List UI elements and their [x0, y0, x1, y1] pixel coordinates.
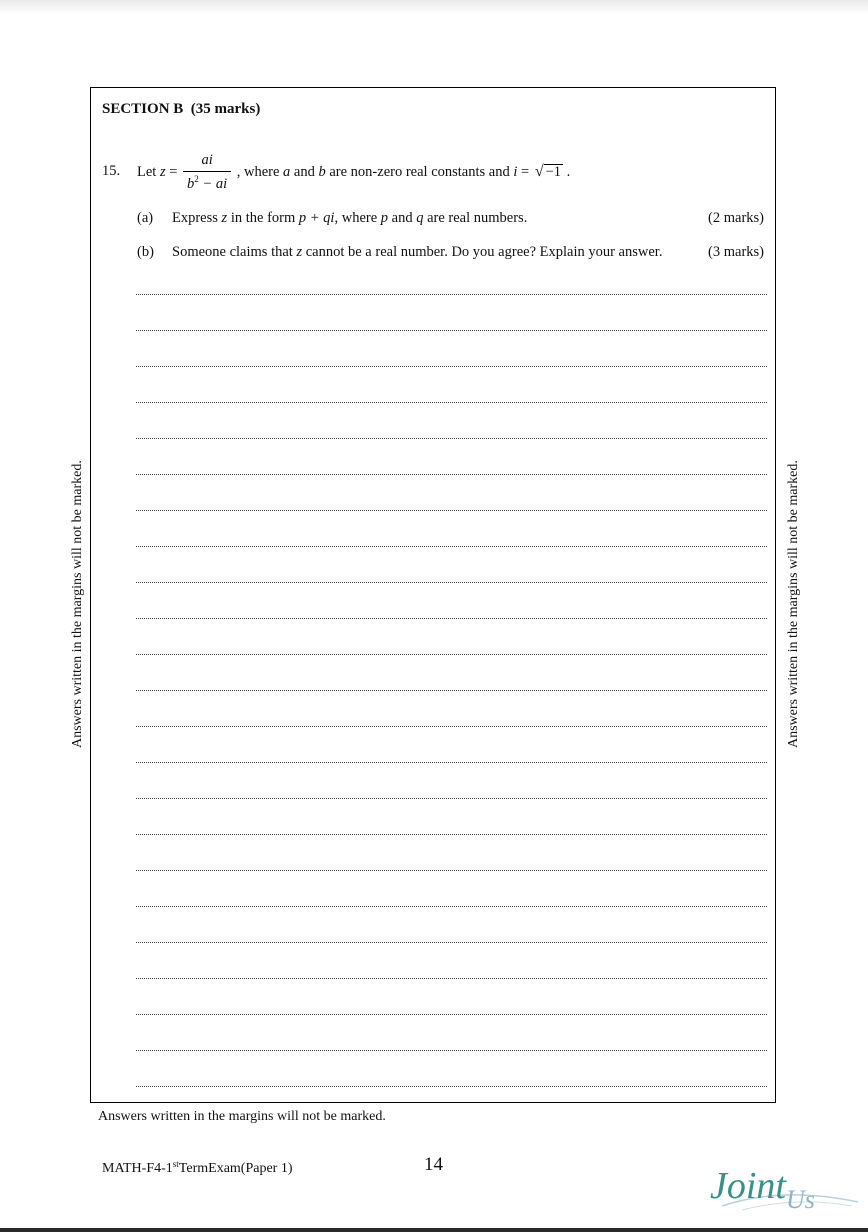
radicand: −1: [545, 163, 562, 180]
section-title: SECTION B (35 marks): [102, 101, 261, 117]
answer-line: [136, 870, 767, 871]
var-i: i: [513, 163, 518, 180]
answer-line: [136, 510, 767, 511]
page-number: 14: [424, 1154, 443, 1175]
jointus-logo: [702, 1156, 858, 1218]
page-bottom-edge: [0, 1228, 868, 1232]
answer-line: [136, 690, 767, 691]
answer-line: [136, 582, 767, 583]
exam-code-sup: st: [172, 1159, 179, 1169]
question-number: 15.: [102, 163, 121, 179]
answer-line: [136, 294, 767, 295]
exam-code: [102, 1159, 293, 1177]
part-b-t1: Someone claims that: [172, 244, 297, 260]
part-a-label: (a): [137, 210, 154, 226]
part-b-marks: (3 marks): [708, 244, 764, 260]
part-b-t2: cannot be a real number. Do you agree? Explain your answer.: [302, 244, 663, 260]
part-a-t2: in the form: [227, 210, 299, 226]
answer-line: [136, 906, 767, 907]
part-a-t1: Express: [172, 210, 222, 226]
part-a-v3: p: [380, 210, 389, 226]
var-b: b: [318, 163, 326, 180]
part-a-text: [172, 210, 527, 227]
answer-line: [136, 618, 767, 619]
answer-line: [136, 330, 767, 331]
answer-line: [136, 438, 767, 439]
part-a-t5: are real numbers.: [423, 210, 528, 226]
answer-line: [136, 546, 767, 547]
answer-line: [136, 402, 767, 403]
answer-line: [136, 942, 767, 943]
answer-line: [136, 654, 767, 655]
page-top-shadow: [0, 0, 868, 14]
part-b-label: (b): [137, 244, 154, 260]
exam-code-prefix: MATH-F4-1: [102, 1161, 173, 1176]
exam-code-suffix: TermExam(Paper 1): [178, 1161, 293, 1176]
right-margin-note: Answers written in the margins will not be marked.: [786, 460, 801, 748]
var-a: a: [283, 163, 291, 180]
answer-line: [136, 366, 767, 367]
root-symbol: √: [534, 163, 544, 181]
equals-sign: =: [165, 163, 182, 180]
answer-line: [136, 762, 767, 763]
answer-line: [136, 1014, 767, 1015]
stem-prefix: Let: [137, 163, 160, 180]
den-exponent: 2: [194, 173, 199, 184]
answer-line: [136, 978, 767, 979]
den-rest: − ai: [198, 175, 228, 192]
answer-line: [136, 1086, 767, 1087]
part-b-text: [172, 244, 662, 261]
fraction: [183, 153, 231, 191]
logo-text-joint: Joint: [710, 1165, 786, 1207]
part-a-v2: p + qi: [298, 210, 335, 226]
var-z: z: [159, 163, 166, 180]
fraction-denominator: [183, 171, 231, 192]
stem-mid-1: , where: [233, 163, 284, 180]
bottom-margin-note: Answers written in the margins will not be marked.: [98, 1109, 386, 1124]
square-root: [535, 164, 563, 181]
part-a-v4: q: [416, 210, 424, 226]
left-margin-note: Answers written in the margins will not be marked.: [70, 460, 85, 748]
logo-text-us: Us: [786, 1185, 815, 1214]
equals-sign-2: =: [517, 163, 533, 180]
part-a-t4: and: [388, 210, 417, 226]
answer-line: [136, 726, 767, 727]
part-a-v1: z: [221, 210, 228, 226]
answer-line: [136, 798, 767, 799]
answer-box: [90, 87, 776, 1103]
question-stem: [137, 152, 570, 192]
answer-line: [136, 1050, 767, 1051]
stem-mid-3: are non-zero real constants and: [325, 163, 514, 180]
den-base: b: [187, 175, 195, 192]
part-a-marks: (2 marks): [708, 210, 764, 226]
stem-end: .: [563, 163, 571, 180]
answer-line: [136, 834, 767, 835]
fraction-numerator: ai: [201, 152, 213, 168]
answer-line: [136, 474, 767, 475]
stem-mid-2: and: [290, 163, 319, 180]
part-b-v1: z: [296, 244, 303, 260]
part-a-t3: , where: [334, 210, 381, 226]
